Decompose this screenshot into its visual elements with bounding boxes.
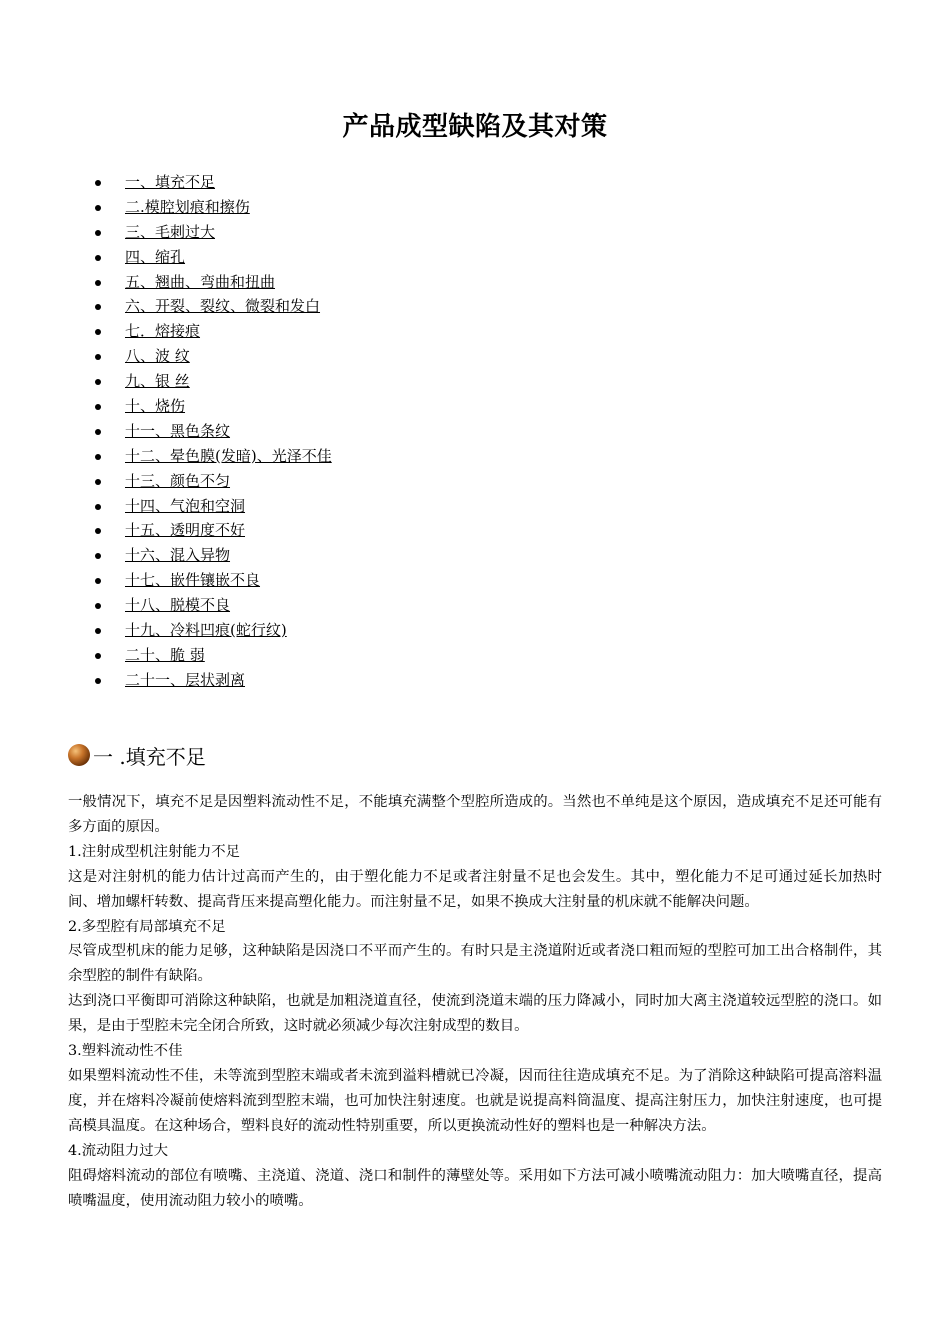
bullet-dot-icon (95, 404, 101, 410)
bullet-dot-icon (95, 280, 101, 286)
toc-item (95, 419, 332, 444)
toc-link[interactable]: 十六、混入异物 (125, 546, 231, 565)
bullet-dot-icon (95, 205, 101, 211)
toc-item (95, 369, 332, 394)
toc-link[interactable]: 五、翘曲、弯曲和扭曲 (125, 272, 276, 291)
toc-item (95, 593, 332, 618)
body-paragraph: 一般情况下，填充不足是因塑料流动性不足，不能填充满整个型腔所造成的。当然也不单纯是这个原因，造成填充不足还可能有多方面的原因。 (68, 794, 882, 835)
bullet-dot-icon (95, 578, 101, 584)
toc-item (95, 319, 332, 344)
toc-item (95, 543, 332, 568)
body-paragraph: 1.注射成型机注射能力不足 (68, 843, 241, 860)
toc-item (95, 668, 332, 693)
toc-item (95, 494, 332, 519)
toc-item (95, 518, 332, 543)
toc-item (95, 270, 332, 295)
toc-item (95, 444, 332, 469)
body-paragraph: 2.多型腔有局部填充不足 (68, 918, 226, 935)
bullet-dot-icon (95, 678, 101, 684)
toc-link[interactable]: 十、烧伤 (125, 397, 186, 416)
toc-item (95, 170, 332, 195)
bullet-dot-icon (95, 255, 101, 261)
toc-link[interactable]: 二.模腔划痕和擦伤 (125, 197, 250, 216)
toc-link[interactable]: 三、毛刺过大 (125, 222, 216, 241)
bullet-dot-icon (95, 653, 101, 659)
toc-link[interactable]: 十二、晕色膜(发暗)、光泽不佳 (125, 446, 332, 465)
toc-item (95, 643, 332, 668)
section-heading-text: 一 .填充不足 (93, 744, 206, 769)
toc-link[interactable]: 六、开裂、裂纹、微裂和发白 (125, 297, 321, 316)
toc-link[interactable]: 八、波 纹 (125, 347, 190, 366)
toc-link[interactable]: 二十一、层状剥离 (125, 670, 246, 689)
body-paragraph: 阻碍熔料流动的部位有喷嘴、主浇道、浇道、浇口和制件的薄壁处等。采用如下方法可减小喷嘴流动阻力：加大喷嘴直径，提高喷嘴温度，使用流动阻力较小的喷嘴。 (68, 1167, 882, 1209)
toc-item (95, 294, 332, 319)
body-paragraph: 这是对注射机的能力估计过高而产生的，由于塑化能力不足或者注射量不足也会发生。其中，塑化能力不足可通过延长加热时间、增加螺杆转数、提高背压来提高塑化能力。而注射量不足，如果不换成大注射量的机床就不能解决问题。 (68, 868, 882, 910)
section-heading (68, 740, 206, 770)
bullet-dot-icon (95, 429, 101, 435)
toc-link[interactable]: 十三、颜色不匀 (125, 471, 231, 490)
toc-item (95, 568, 332, 593)
toc-item (95, 195, 332, 220)
bullet-dot-icon (95, 304, 101, 310)
table-of-contents (95, 170, 332, 693)
bullet-dot-icon (95, 454, 101, 460)
bullet-dot-icon (95, 504, 101, 510)
toc-link[interactable]: 十五、透明度不好 (125, 521, 246, 540)
toc-link[interactable]: 十七、嵌件镶嵌不良 (125, 571, 261, 590)
toc-link[interactable]: 四、缩孔 (125, 247, 186, 266)
bullet-dot-icon (95, 379, 101, 385)
bullet-dot-icon (95, 628, 101, 634)
bullet-dot-icon (95, 479, 101, 485)
bullet-dot-icon (95, 329, 101, 335)
bullet-dot-icon (95, 528, 101, 534)
bullet-ball-icon (68, 744, 90, 766)
bullet-dot-icon (95, 180, 101, 186)
page-title: 产品成型缺陷及其对策 (342, 112, 608, 142)
bullet-dot-icon (95, 603, 101, 609)
bullet-dot-icon (95, 553, 101, 559)
body-paragraph: 3.塑料流动性不佳 (68, 1043, 183, 1060)
toc-link[interactable]: 十四、气泡和空洞 (125, 496, 246, 515)
body-paragraph: 4.流动阻力过大 (68, 1142, 169, 1159)
bullet-dot-icon (95, 230, 101, 236)
toc-link[interactable]: 一、填充不足 (125, 173, 216, 191)
toc-link[interactable]: 十一、黑色条纹 (125, 421, 231, 440)
toc-item (95, 469, 332, 494)
toc-item (95, 344, 332, 369)
body-paragraph: 尽管成型机床的能力足够，这种缺陷是因浇口不平而产生的。有时只是主浇道附近或者浇口粗而短的型腔可加工出合格制件，其余型腔的制件有缺陷。 (68, 943, 882, 985)
bullet-dot-icon (95, 354, 101, 360)
body-paragraph: 如果塑料流动性不佳，未等流到型腔末端或者未流到溢料槽就已冷凝，因而往往造成填充不足。为了消除这种缺陷可提高溶料温度，并在熔料冷凝前使熔料流到型腔末端，也可加快注射速度。也就是说提高料筒温度、提高注射压力，加快注射速度，也可提高模具温度。在这种场合，塑料良好的流动性特别重要，所以更换流动性好的塑料也是一种解决方法。 (68, 1067, 882, 1134)
toc-item (95, 394, 332, 419)
toc-link[interactable]: 二十、脆 弱 (125, 645, 205, 664)
toc-item (95, 220, 332, 245)
toc-item (95, 618, 332, 643)
toc-item (95, 245, 332, 270)
toc-link[interactable]: 十九、冷料凹痕(蛇行纹) (125, 621, 287, 640)
toc-link[interactable]: 十八、脱模不良 (125, 596, 231, 615)
body-paragraph: 达到浇口平衡即可消除这种缺陷，也就是加粗浇道直径，使流到浇道末端的压力降减小，同时加大离主浇道较远型腔的浇口。如果，是由于型腔未完全闭合所致，这时就必须减少每次注射成型的数目。 (68, 993, 882, 1035)
section-body (68, 790, 882, 1213)
toc-link[interactable]: 九、银 丝 (125, 372, 190, 391)
toc-link[interactable]: 七．熔接痕 (125, 322, 201, 341)
